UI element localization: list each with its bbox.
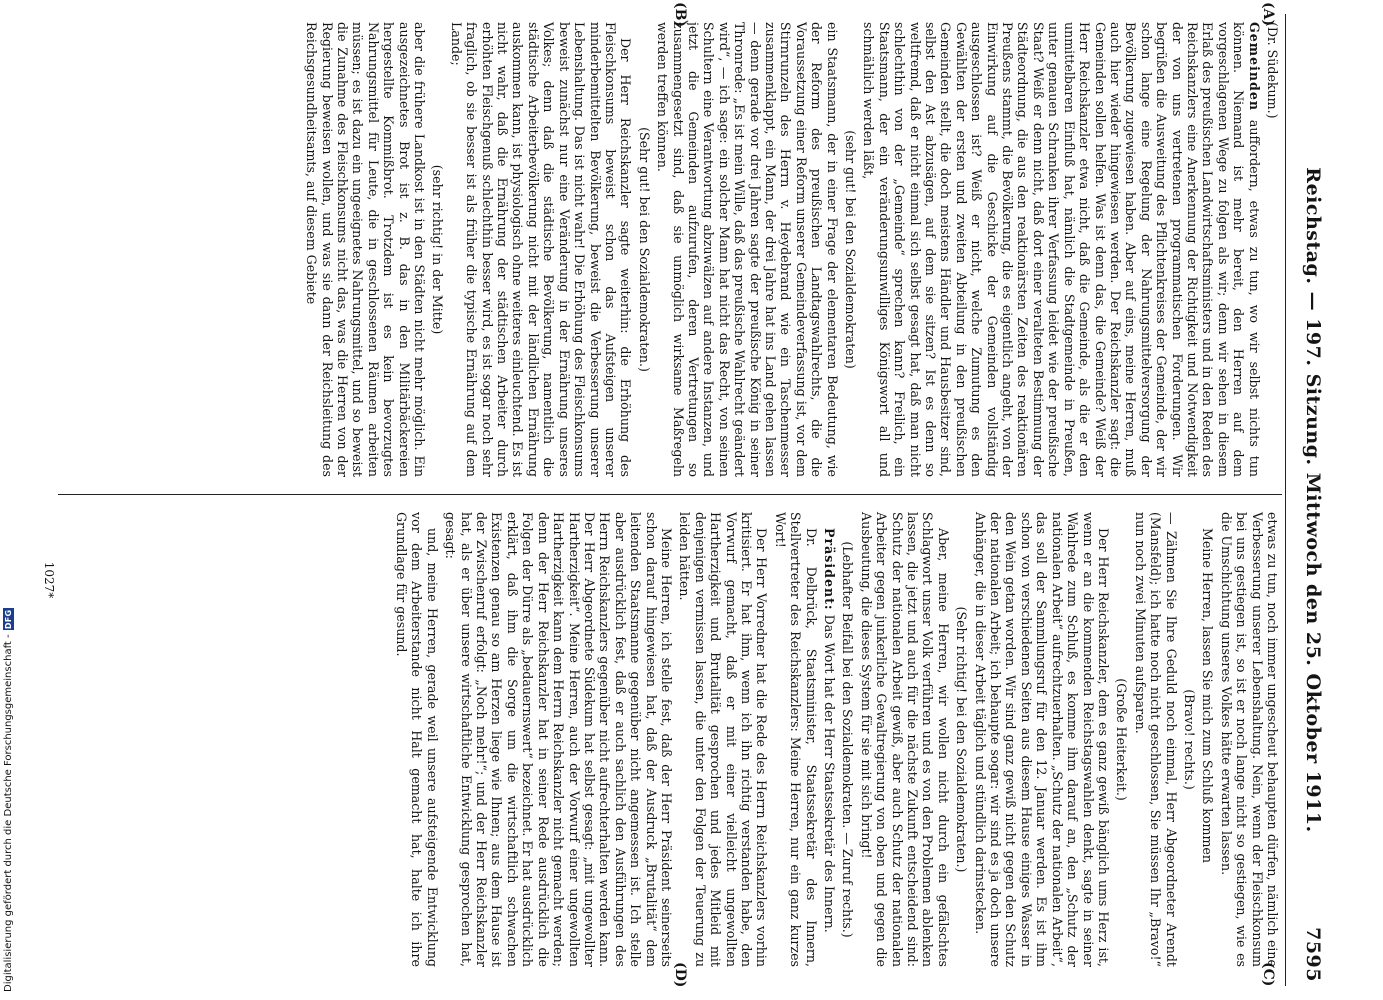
paragraph-text: — Zähmen Sie Ihre Geduld noch einmal, Herr Abgeordneter Arendt (Mansfeld); ich hatte noch nicht geschlossen, Sie müssen Ihr „Bravo!“ nun noch zwei Minuten aufsparen.	[1132, 512, 1179, 967]
paragraph-text: Meine Herren, ich stelle fest, daß der Herr Präsident seinerseits schon darauf hingewiesen hat, daß der Ausdruck „Brutalität“ dem leitenden Staatsmanne gegenüber nicht angemessen ist. Ich stelle aber ausdrücklich fest, daß er auch sachlich den Ausführungen des Herrn Reichskanzlers gegenüber nicht aufrechterhalten werden kann. Der Herr Abgeordnete Südekum hat selbst gesagt: „mit ungewollter Hartherzigkeit“. Meine Herren, auch der Vorwurf einer ungewollten Hartherzigkeit kann dem Herrn Reichskanzler nicht gemacht werden; denn der Herr Reichskanzler hat in seiner Rede ausdrücklich die Folgen der Dürre als „bedauernswert“ bezeichnet. Er hat ausdrücklich erklärt, daß ihm die Sorge um die wirtschaftlich schwachen Existenzen genau so am Herzen liege wie Ihnen; aus dem Hause ist der Zwischenruf erfolgt: „Noch mehr!“; und der Herr Reichskanzler hat, als er über unsere wirtschaftliche Entwicklung gesprochen hat, gesagt:	[443, 512, 674, 967]
dfg-logo: DFG	[3, 609, 13, 630]
paragraph-text: (Große Heiterkeit.)	[1114, 678, 1130, 801]
running-title: Reichstag. — 197. Sitzung. Mittwoch den 25. Oktober 1911.	[1302, 167, 1324, 833]
page-number: 7595	[1302, 927, 1324, 982]
margin-mark-d: (D)	[672, 962, 688, 988]
margin-mark-a: (A)	[1260, 2, 1276, 27]
bold-lead: Gemeinden	[1246, 22, 1262, 112]
stage-direction	[1114, 512, 1129, 967]
bold-lead: Präsident:	[822, 528, 838, 611]
credit-text: Digitalisierung gefördert durch die Deutsche Forschungsgemeinschaft -	[2, 634, 14, 992]
paragraph-text: aber die frühere Landkost ist in den Städten nicht mehr möglich. Ein ausgezeichnetes Brot ist z. B. das in den Militärbäckereien hergestellte Kommißbrot. Trotzdem ist es kein bevorzugtes Nahrungsmittel für Leute, die in geschlossenen Räumen arbeiten müssen; es ist dazu ein ungeeignetes Nahrungsmittel, und so beweist die Zunahme des Fleischkonsums nicht das, was die Herren von der Regierung beweisen wollen, und was sie dann der Reichsleitung des Reichsgesundheitsamts, auf diesem Gebiete	[304, 22, 428, 477]
stage-direction	[840, 512, 855, 967]
paragraph	[1265, 22, 1280, 477]
signature-mark: 1027*	[42, 561, 56, 599]
paragraph-text: und, meine Herren, gerade weil unsere aufsteigende Entwicklung vor dem Arbeiterstande nicht Halt gemacht hat, halte ich ihre Grundlage für gesund.	[394, 512, 440, 967]
paragraph	[1200, 512, 1215, 967]
digitization-credit	[2, 572, 14, 992]
paragraph-text: (Sehr gut! bei den Sozialdemokraten.)	[636, 127, 652, 372]
stage-direction	[843, 22, 858, 477]
paragraph	[394, 512, 440, 967]
paragraph-text: Der Herr Vorredner hat die Rede des Herrn Reichskanzlers vorhin kritisiert. Er hat ihm, wenn ich ihn richtig verstanden habe, den Vorwurf gemacht, daß er mit einer vielleicht ungewollten Hartherzigkeit und Brutalität gesprochen und jedes Mitleid mit denjenigen vermissen lassen, die unter den Folgen der Teuerung zu leiden hätten.	[677, 512, 770, 967]
right-column	[391, 512, 1280, 967]
paragraph	[1218, 512, 1280, 967]
paragraph	[972, 512, 1111, 967]
paragraph-text: Aber, meine Herren, wir wollen nicht durch ein gefälschtes Schlagwort unser Volk verführen und es von den Problemen ablenken lassen, die jetzt und auch für die nächste Zukunft entscheidend sind: Schutz der nationalen Arbeit gewiß, aber auch Schutz der nationalen Arbeiter gegen junkerliche Gewaltregierung von oben und gegen die Ausbeutung, die dieses System für sie mit sich bringt!	[858, 512, 951, 967]
paragraph-text: (Lebhafter Beifall bei den Sozialdemokraten. — Zuruf rechts.)	[840, 541, 856, 938]
paragraph	[1132, 512, 1178, 967]
paragraph-text: (Dr. Südekum.)	[1265, 22, 1280, 119]
paragraph	[304, 22, 427, 477]
paragraph-text: (Sehr richtig! bei den Sozialdemokraten.)	[954, 606, 970, 873]
margin-mark-b: (B)	[672, 2, 688, 28]
page-header	[1292, 18, 1330, 982]
column-divider	[58, 494, 1282, 495]
paragraph	[448, 22, 633, 477]
scanned-page	[18, 0, 1338, 1000]
stage-direction	[636, 22, 651, 477]
header-rule	[1285, 14, 1286, 986]
stage-direction	[430, 22, 445, 477]
paragraph	[861, 22, 1262, 477]
paragraph-text: (Bravo! rechts.)	[1181, 689, 1197, 790]
paragraph-text: ein Staatsmann, der in einer Frage der elementaren Bedeutung, wie der Reform des preußischen Landtagswahlrechts, die die Voraussetzung einer Reform unserer Gemeindeverfassung ist, vor dem Stirnrunzeln des Herrn v. Heydebrand wie ein Taschenmesser zusammenklappt, ein Mann, der drei Jahre hat ins Land gehen lassen — denn gerade vor drei Jahren sagte der preußische König in seiner Thronrede: „Es ist mein Wille, daß das preußische Wahlrecht geändert wird“, — ich sage: ein solcher Mann hat nicht das Recht, von seinen Schultern eine Verantwortung abzuwälzen auf andere Instanzen, und jetzt die Gemeinden aufzurufen, deren Vertretungen so zusammengesetzt sind, daß sie unmöglich wirksame Maßregeln werden treffen können.	[655, 22, 840, 477]
paragraph-text: Der Herr Reichskanzler, dem es ganz gewiß bänglich ums Herz ist, wenn er an die kommenden Reichstagswahlen denkt, sagte in seiner Wahlrede zum Schluß, es komme ihm darauf an, den „Schutz der nationalen Arbeit“ aufrechtzuerhalten. „Schutz der nationalen Arbeit“, das soll der Sammlungsruf für den 12. Januar werden. Es ist ihm schon von verschiedenen Seiten aus diesem Hause einiges Wasser in den Wein getan worden. Wir sind ganz gewiß nicht gegen den Schutz der nationalen Arbeit; ich behaupte sogar: wir sind es ja doch unsere Anhänger, die in dieser Arbeit täglich und stündlich darinstecken.	[972, 512, 1111, 967]
paragraph-text: Meine Herren, lassen Sie mich zum Schluß kommen	[1200, 528, 1216, 863]
paragraph	[858, 512, 950, 967]
left-column	[301, 22, 1280, 477]
paragraph-text: Der Herr Reichskanzler sagte weiterhin: die Erhöhung des Fleischkonsums beweist schon das Aufsteigen unserer minderbemittelten Bevölkerung, beweist die Verbesserung unserer Lebenshaltung. Das ist nicht wahr! Die Erhöhung des Fleischkonsums beweist zunächst nur eine Veränderung in der Ernährung unseres Volkes; denn daß die städtische Bevölkerung, namentlich die städtische Arbeiterbevölkerung nicht mit der ländlichen Ernährung auskommen kann, ist physiologisch ohne weiteres einleuchtend. Es ist nicht wahr, daß die Ernährung der städtischen Arbeiter durch erhöhten Fleischgenuß schlechthin besser wird, es ist sogar noch sehr fraglich, ob sie besser ist als früher die typische Ernährung auf dem Lande;	[448, 22, 634, 477]
paragraph	[677, 512, 769, 967]
margin-mark-c: (C)	[1260, 962, 1276, 987]
paragraph-text: (sehr richtig! in der Mitte)	[430, 164, 446, 335]
paragraph-text: (sehr gut! bei den Sozialdemokraten)	[843, 130, 859, 369]
paragraph	[822, 512, 837, 967]
paragraph	[655, 22, 840, 477]
paragraph-text: Dr. Delbrück, Staatsminister, Staatssekretär des Innern, Stellvertreter des Reichskanzlers: Meine Herren, nur ein ganz kurzes Wort!	[772, 512, 819, 967]
paragraph	[443, 512, 674, 967]
paragraph-text: auffordern, etwas zu tun, wo wir selbst nichts tun können. Niemand ist mehr bereit, den Herren auf dem vorgeschlagenen Wege zu folgen als wir; denn wir sehen in diesem Erlaß des preußischen Landwirtschaftsministers und in den Reden des Reichskanzlers eine Anerkennung der Richtigkeit und Notwendigkeit der von uns vertretenen programmatischen Forderungen. Wir begrüßen die Ausweitung des Pflichtenkreises der Gemeinde, der wir schon lange eine Regelung der Nahrungsmittelversorgung der Bevölkerung zugewiesen haben. Aber auf eins, meine Herren, muß auch hier wieder hingewiesen werden. Der Reichskanzler sagt: die Gemeinden sollen helfen. Was ist denn das, die Gemeinde? Weiß der Herr Reichskanzler etwa nicht, daß die Gemeinde, als die er den unmittelbaren Einfluß hat, nämlich die Stadtgemeinde in Preußen, unter genauen Schranken ihrer Verfassung leidet wie der preußische Staat? Weiß er denn nicht, daß dort einer veralteten Bestimmung der Städteordnung, die aus den reaktionärsten Zeiten des reaktionären Preußens stammt, die Bevölkerung, die es eigentlich angeht, von der Einwirkung auf die Geschicke der Gemeinden vollständig ausgeschlossen ist? Weiß er nicht, welche Zumutung es den Gewählten der ersten und zweiten Abteilung in den preußischen Gemeinden stellt, die doch meistens Händler und Hausbesitzer sind, selbst den Ast abzusägen, auf dem sie sitzen? Ist es denn so weltfremd, daß er nicht einmal sich selbst gesagt hat, daß man nicht schlechthin von der „Gemeinde“ sprechen kann? Freilich, ein Staatsmann, der ein veränderungsunwilliges Königswort all und schmählich werden läßt,	[861, 22, 1262, 477]
paragraph	[772, 512, 818, 967]
paragraph-text: Das Wort hat der Herr Staatssekretär des Innern.	[822, 614, 838, 933]
paragraph-text: etwas zu tun, noch immer ungescheut behaupten dürfen, nämlich eine Verbesserung unserer Lebenshaltung. Nein, wenn der Fleischkonsum bei uns gestiegen ist, so ist er noch lange nicht so gestiegen, wie es die Umschichtung unseres Volkes hätte erwarten lassen.	[1218, 512, 1280, 967]
stage-direction	[954, 512, 969, 967]
stage-direction	[1182, 512, 1197, 967]
